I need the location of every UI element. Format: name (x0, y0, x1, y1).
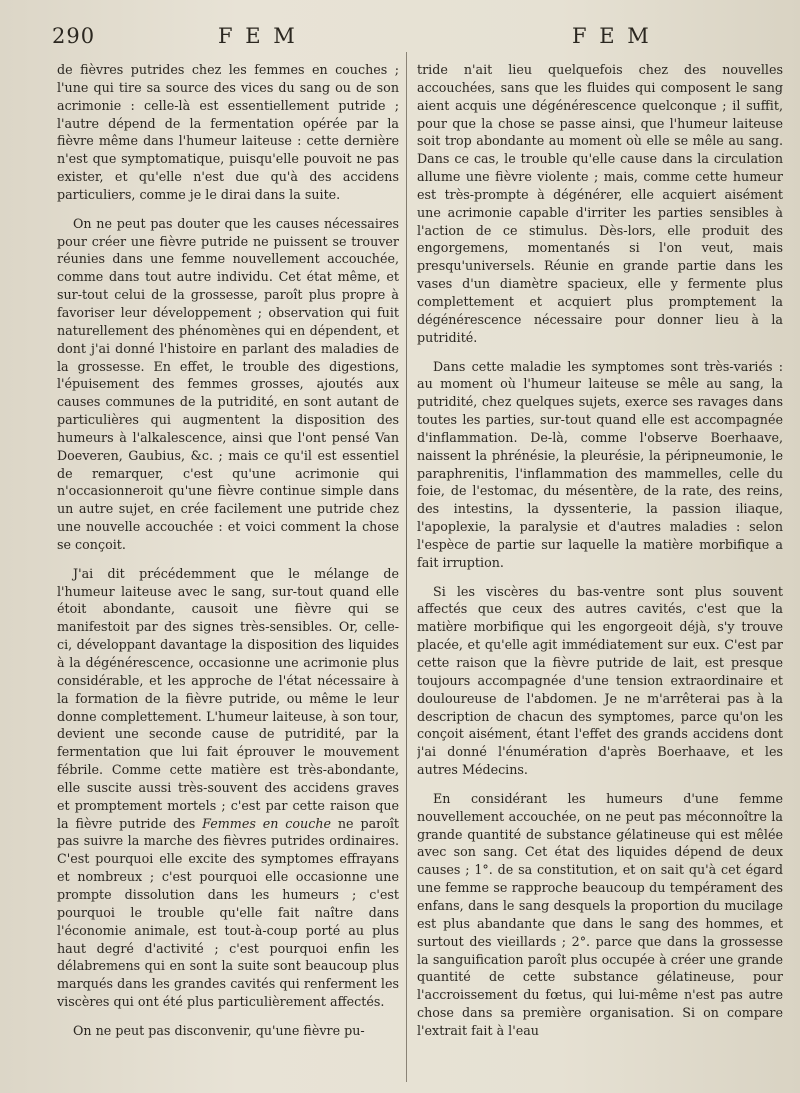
column-divider (406, 52, 407, 1082)
left-column (57, 61, 399, 1086)
running-head-right: F E M (572, 24, 652, 48)
paragraph: En considérant les humeurs d'une femme nouvellement accouchée, on ne peut pas méconnoître la grande quantité de substance gélatineuse qui est mêlée avec son sang. Cet état des liquides dépend de deux causes ; 1°. de sa constitution, et on sait qu'à cet égard une femme se rapproche beaucoup du tempérament des enfans, dans le sang desquels la proportion du mucilage est plus abandante que dans le sang des hommes, et surtout des vieillards ; 2°. parce que dans la grossesse la sanguification paroît plus occupée à créer une grande quantité de cette substance gélatineuse, pour l'accroissement du fœtus, qui lui-même n'est pas autre chose dans sa première organisation. Si on compare l'extrait fait à l'eau (417, 790, 783, 1038)
italic-term: Femmes en couche (202, 815, 331, 831)
paragraph: Dans cette maladie les symptomes sont très-variés : au moment où l'humeur laiteuse se mêle au sang, la putridité, chez quelques sujets, exerce ses ravages dans toutes les parties, sur-tout quand elle est accompagnée d'inflammation. De-là, comme l'observe Boerhaave, naissent la phrénésie, la pleurésie, la péripneumonie, le paraphrenitis, l'inflammation des mammelles, celle du foie, de l'estomac, du mésentère, de la rate, des reins, des intestins, la dyssenterie, la passion iliaque, l'apoplexie, la paralysie et d'autres maladies : selon l'espèce de partie sur laquelle la matière morbifique a fait irruption. (417, 358, 783, 570)
paragraph: On ne peut pas douter que les causes nécessaires pour créer une fièvre putride ne puissent se trouver réunies dans une femme nouvellement accouchée, comme dans tout autre individu. Cet état même, et sur-tout celui de la grossesse, paroît plus propre à favoriser leur développement ; observation qui fuit naturellement des phénomènes qui en dépendent, et dont j'ai donné l'histoire en parlant des maladies de la grossesse. En effet, le trouble des digestions, l'épuisement des femmes grosses, ajoutés aux causes communes de la putridité, en sont autant de particulières qui augmentent la disposition des humeurs à l'alkalescence, ainsi que l'ont pensé Van Doeveren, Gaubius, &c. ; mais ce qu'il est essentiel de remarquer, c'est qu'une acrimonie qui n'occasionneroit qu'une fièvre continue simple dans un autre sujet, en crée facilement une putride chez une nouvelle accouchée : et voici comment la chose se conçoit. (57, 215, 399, 552)
right-column (417, 61, 783, 1086)
paragraph: On ne peut pas disconvenir, qu'une fièvre pu- (73, 1022, 365, 1038)
paragraph-text: J'ai dit précédemment que le mélange de l'humeur laiteuse avec le sang, sur-tout quand elle étoit abondante, causoit une fièvre qui se manifestoit par des signes très-sensibles. Or, celle-ci, développant davantage la disposition des liquides à la dégénérescence, occasionne une acrimonie plus considérable, et les approche de l'état nécessaire à la formation de la fièvre putride, ou même le leur donne complettement. L'humeur laiteuse, à son tour, devient une seconde cause de putridité, par la fermentation que lui fait éprouver le mouvement fébrile. Comme cette matière est très-abondante, elle suscite aussi très-souvent des accidens graves et promptement mortels ; c'est par cette raison que la fièvre putride des (57, 565, 399, 831)
paragraph-text: ne paroît pas suivre la marche des fièvres putrides ordinaires. C'est pourquoi elle excite des symptomes effrayans et nombreux ; c'est pourquoi elle occasionne une prompte dissolution dans les humeurs ; c'est pourquoi le trouble qu'elle fait naître dans l'économie animale, est tout-à-coup porté au plus haut degré d'activité ; c'est pourquoi enfin les délabremens qui en sont la suite sont beaucoup plus marqués dans les grandes cavités qui renferment les viscères qui ont été plus particulièrement affectés. (57, 815, 399, 1010)
paragraph: de fièvres putrides chez les femmes en couches ; l'une qui tire sa source des vices du sang ou de son acrimonie : celle-là est essentiellement putride ; l'autre dépend de la fermentation opérée par la fièvre même dans l'humeur laiteuse : cette dernière n'est que symptomatique, puisqu'elle pouvoit ne pas exister, et qu'elle n'est due qu'à des accidens particuliers, comme je le dirai dans la suite. (57, 62, 399, 202)
running-head-left: F E M (218, 24, 298, 48)
paragraph: Si les viscères du bas-ventre sont plus souvent affectés que ceux des autres cavités, c'est que la matière morbifique qui les engorgeoit déjà, s'y trouve placée, et qu'elle agit immédiatement sur eux. C'est par cette raison que la fièvre putride de lait, est presque toujours accompagnée d'une tension extraordinaire et douloureuse de l'abdomen. Je ne m'arrêterai pas à la description de chacun des symptomes, parce qu'on les conçoit aisément, étant l'effet des grands accidens dont j'ai donné l'énumération d'après Boerhaave, et les autres Médecins. (417, 583, 783, 778)
paragraph: tride n'ait lieu quelquefois chez des nouvelles accouchées, sans que les fluides qui composent le sang aient acquis une dégénérescence quelconque ; il suffit, pour que la chose se passe ainsi, que l'humeur laiteuse soit trop abondante au moment où elle se mêle au sang. Dans ce cas, le trouble qu'elle cause dans la circulation allume une fièvre violente ; mais, comme cette humeur est très-prompte à dégénérer, elle acquiert aisément une acrimonie capable d'irriter les parties sensibles à l'action de ce stimulus. Dès-lors, elle produit des engorgemens, momentanés si l'on veut, mais presqu'universels. Réunie en grande partie dans les vases d'un diamètre spacieux, elle y fermente plus complettement et acquiert plus promptement la dégénérescence nécessaire pour donner lieu à la putridité. (417, 62, 783, 345)
paragraph (57, 565, 399, 1011)
page-number: 290 (52, 24, 96, 48)
